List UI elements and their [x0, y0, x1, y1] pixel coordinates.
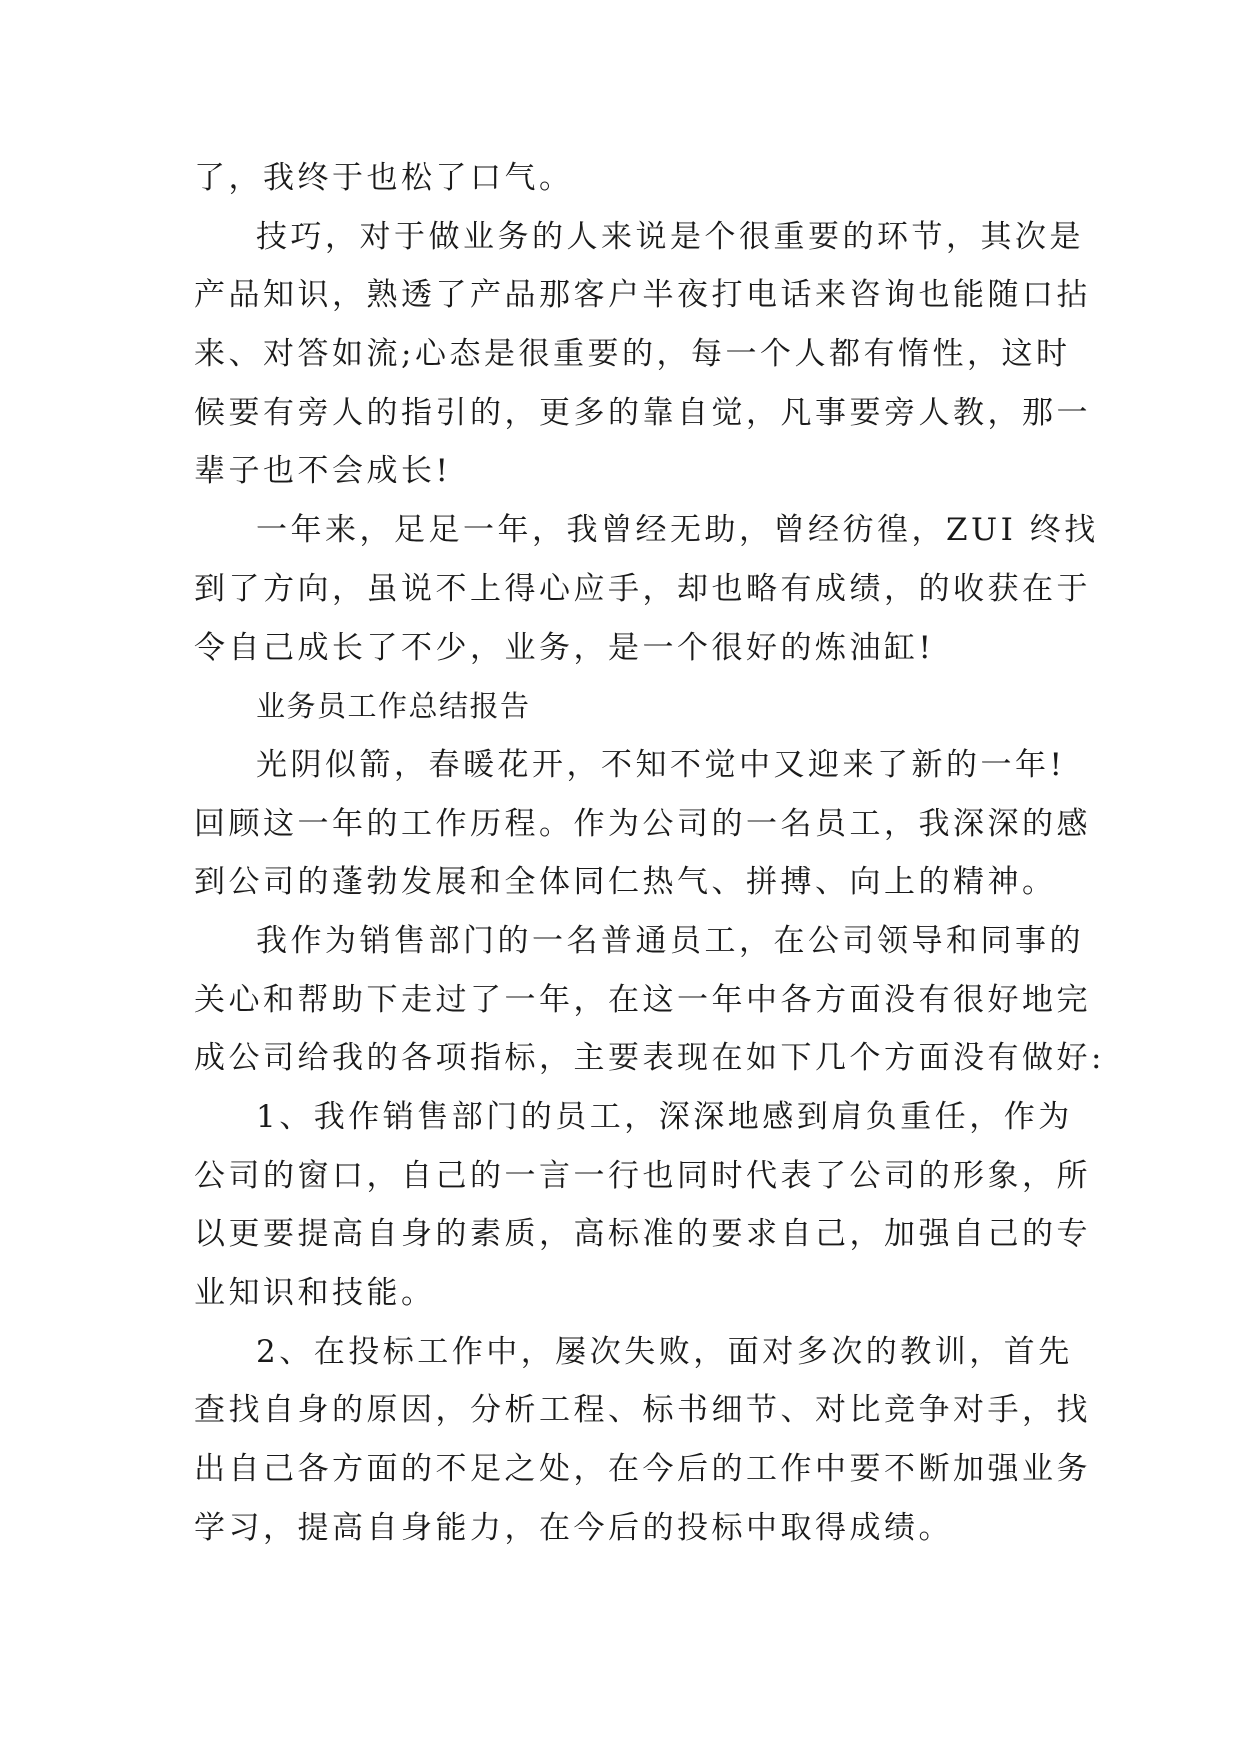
body-line: 到了方向，虽说不上得心应手，却也略有成绩，的收获在于: [194, 570, 1091, 607]
paragraph-first-line: 技巧，对于做业务的人来说是个很重要的环节，其次是: [256, 218, 1084, 255]
body-line: 了，我终于也松了口气。: [194, 160, 574, 196]
body-line: 令自己成长了不少，业务，是一个很好的炼油缸!: [194, 629, 935, 666]
body-line: 出自己各方面的不足之处，在今后的工作中要不断加强业务: [194, 1451, 1091, 1488]
body-line: 业知识和技能。: [194, 1275, 436, 1312]
document-body: [194, 158, 1105, 1567]
paragraph-first-line: 2、在投标工作中，屡次失败，面对多次的教训，首先: [256, 1333, 1073, 1370]
body-line: 到公司的蓬勃发展和全体同仁热气、拼搏、向上的精神。: [194, 864, 1057, 901]
body-line: 辈子也不会成长!: [194, 453, 452, 490]
body-line: 产品知识，熟透了产品那客户半夜打电话来咨询也能随口拈: [194, 277, 1091, 314]
paragraph-first-line: 我作为销售部门的一名普通员工，在公司领导和同事的: [256, 922, 1084, 959]
body-line: 成公司给我的各项指标，主要表现在如下几个方面没有做好:: [194, 1040, 1105, 1077]
paragraph-first-line: 一年来，足足一年，我曾经无助，曾经彷徨，ZUI 终找: [256, 512, 1099, 549]
body-line: 来、对答如流;心态是很重要的，每一个人都有惰性，这时: [194, 336, 1071, 373]
paragraph-first-line: 1、我作销售部门的员工，深深地感到肩负重任，作为: [256, 1099, 1073, 1135]
paragraph-first-line: 光阴似箭，春暖花开，不知不觉中又迎来了新的一年!: [256, 746, 1066, 783]
body-line: 以更要提高自身的素质，高标准的要求自己，加强自己的专: [194, 1216, 1091, 1253]
section-heading: 业务员工作总结报告: [256, 689, 531, 724]
body-line: 公司的窗口，自己的一言一行也同时代表了公司的形象，所: [194, 1157, 1091, 1194]
body-line: 候要有旁人的指引的，更多的靠自觉，凡事要旁人教，那一: [194, 394, 1091, 431]
body-line: 关心和帮助下走过了一年，在这一年中各方面没有很好地完: [194, 981, 1091, 1018]
body-line: 查找自身的原因，分析工程、标书细节、对比竞争对手，找: [194, 1392, 1091, 1429]
body-line: 学习，提高自身能力，在今后的投标中取得成绩。: [194, 1509, 953, 1546]
body-line: 回顾这一年的工作历程。作为公司的一名员工，我深深的感: [194, 805, 1091, 842]
